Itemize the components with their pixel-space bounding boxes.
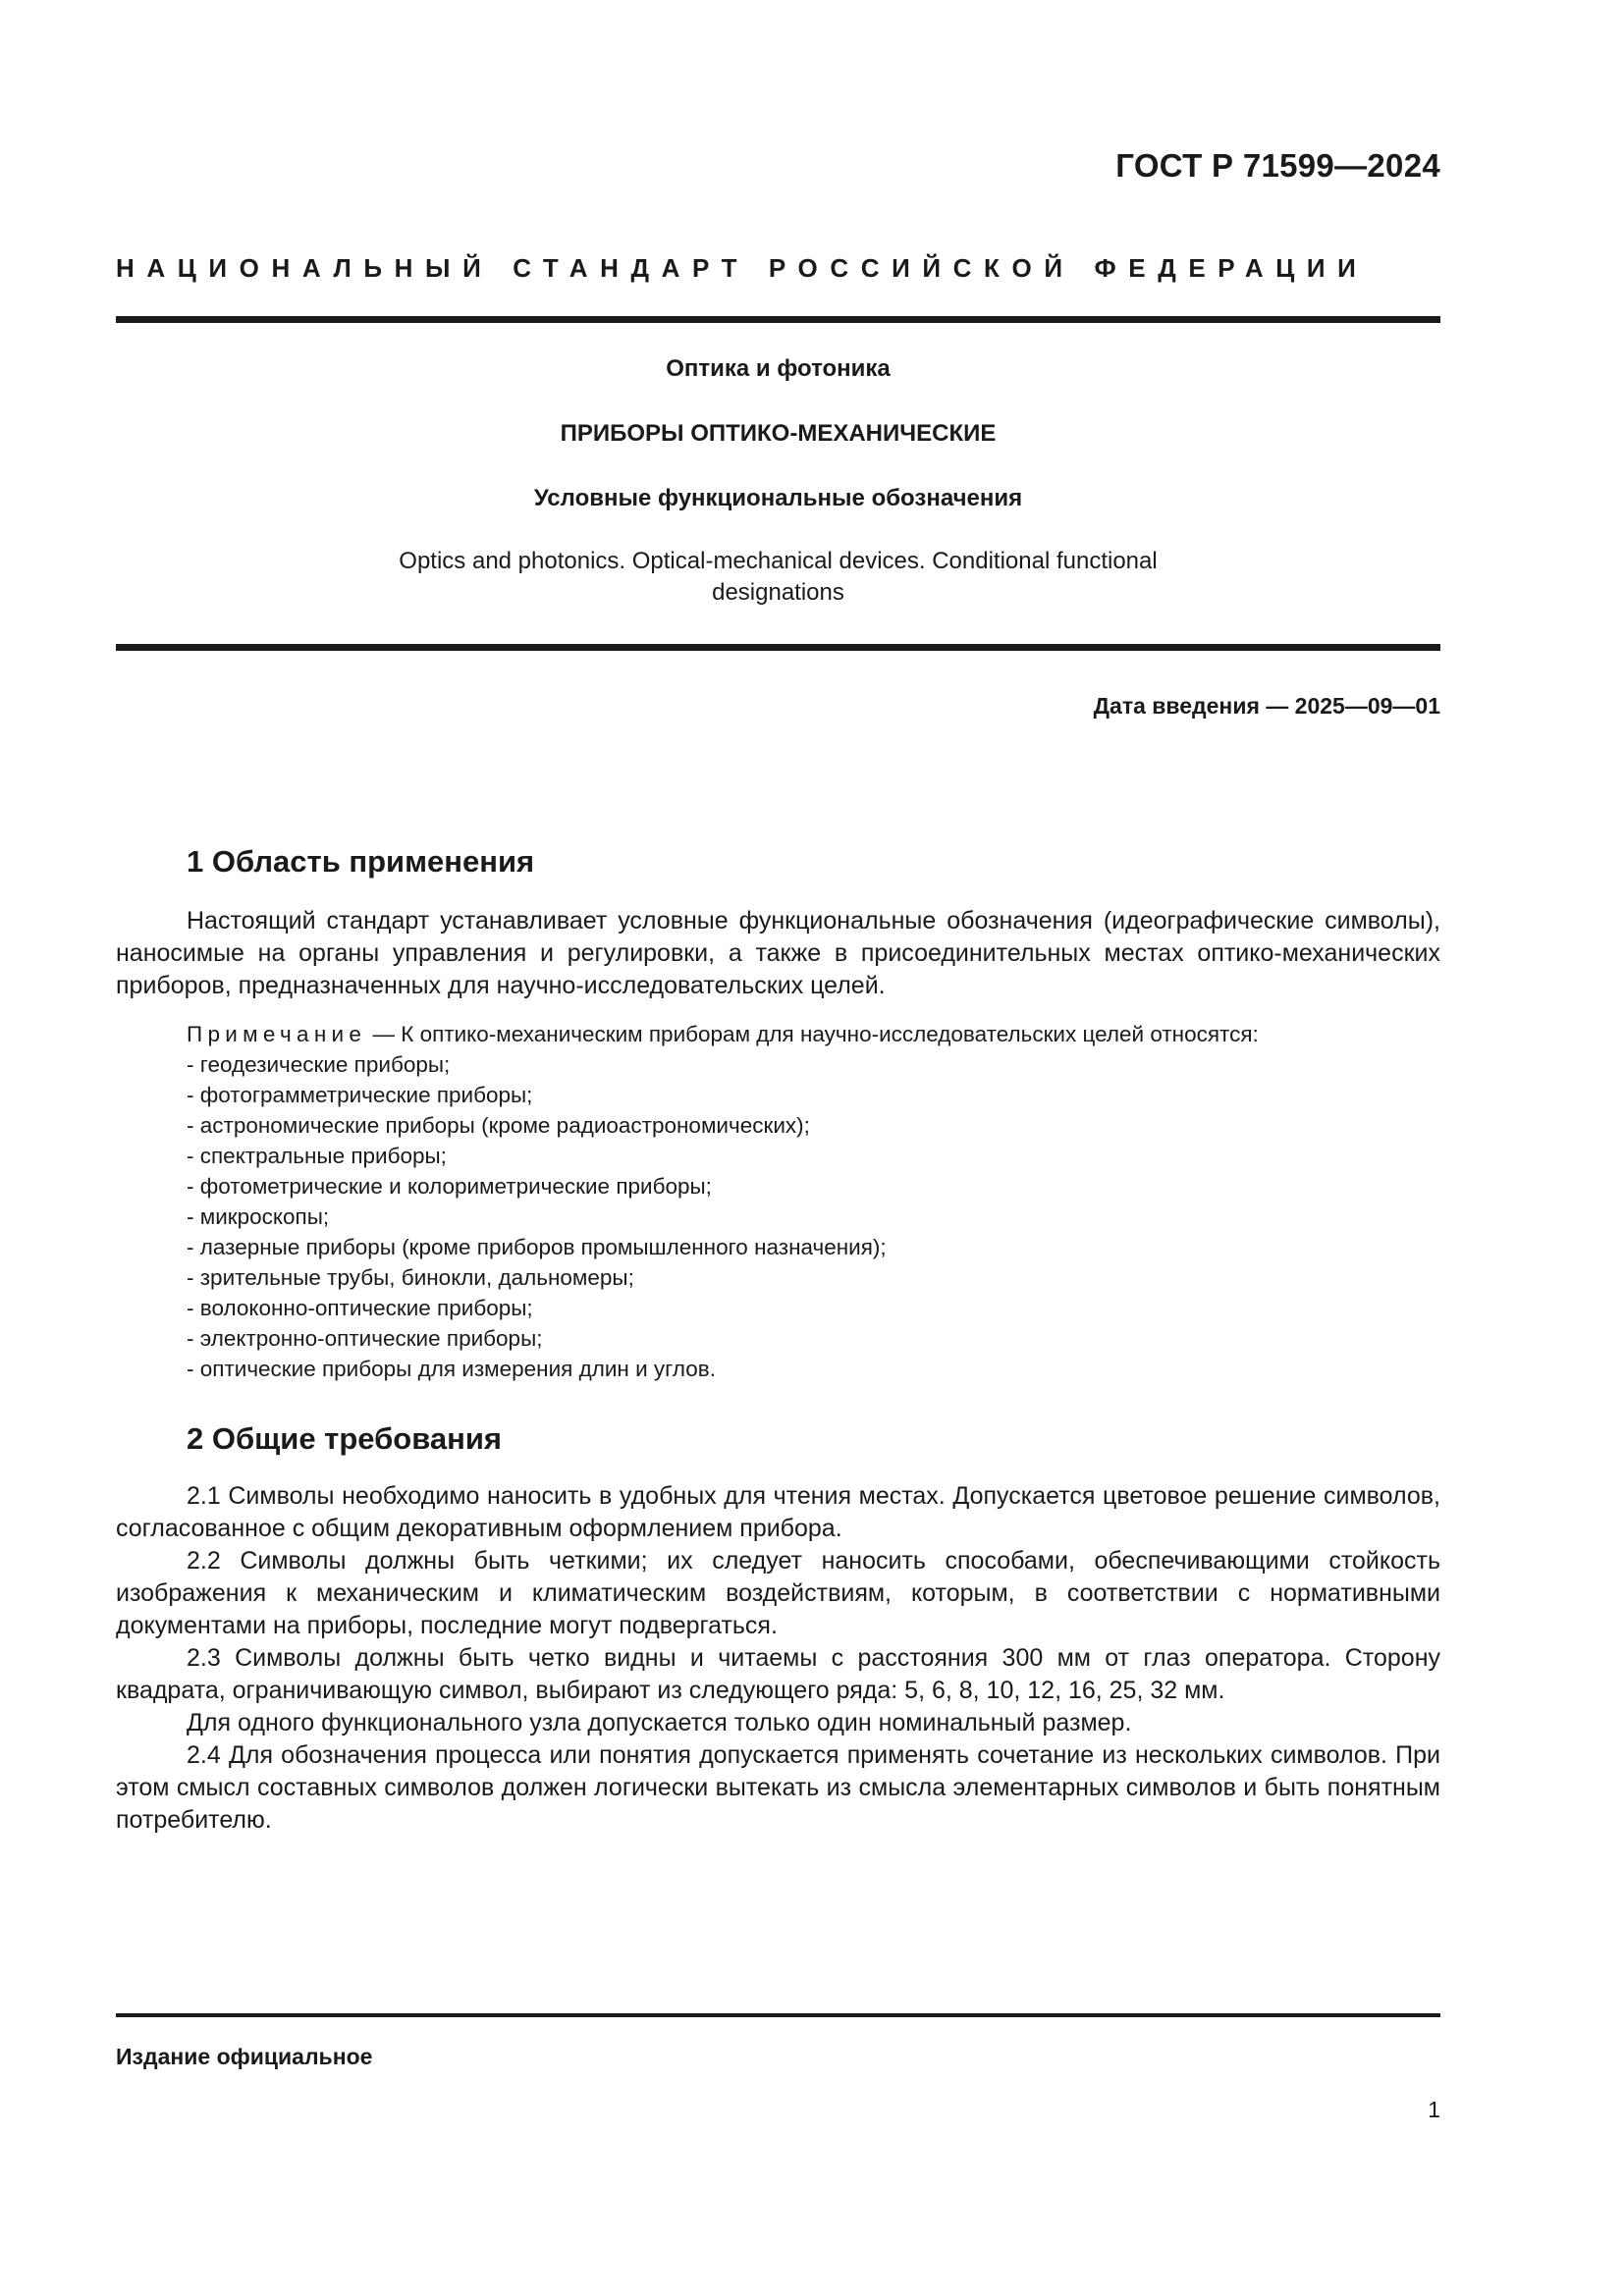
footer-rule (116, 2013, 1440, 2017)
clause-2-2: 2.2 Символы должны быть четкими; их следует наносить способами, обеспечивающими стойкость изображения к механическим и климатическим воздействиям, которым, в соответствии с нормативными документами на приборы, последние могут подвергаться. (116, 1547, 1440, 1639)
list-item: - астрономические приборы (кроме радиоастрономических); (187, 1113, 810, 1138)
list-item: - оптические приборы для измерения длин и углов. (187, 1357, 716, 1381)
document-title: ПРИБОРЫ ОПТИКО-МЕХАНИЧЕСКИЕ (560, 420, 997, 447)
top-rule (116, 316, 1440, 323)
list-item: - зрительные трубы, бинокли, дальномеры; (187, 1265, 634, 1290)
clause-2-3-continued: Для одного функционального узла допускается только один номинальный размер. (187, 1709, 1132, 1736)
scope-paragraph: Настоящий стандарт устанавливает условные функциональные обозначения (идеографические символы), наносимые на органы управления и регулировки, а также в присоединительных местах оптико-механических приборов, предназначенных для научно-исследовательских целей. (116, 907, 1440, 999)
section-1-heading: 1 Область применения (187, 844, 535, 879)
english-title (116, 546, 1440, 609)
list-item: - фотометрические и колориметрические приборы; (187, 1174, 712, 1199)
national-standard-banner: НАЦИОНАЛЬНЫЙ СТАНДАРТ РОССИЙСКОЙ ФЕДЕРАЦИИ (116, 253, 1369, 283)
list-item: - микроскопы; (187, 1204, 330, 1229)
note-label: Примечание (187, 1022, 367, 1046)
list-item: - фотограмметрические приборы; (187, 1083, 533, 1107)
page-number: 1 (1428, 2097, 1440, 2122)
document-subtitle: Условные функциональные обозначения (533, 485, 1023, 511)
list-item: - лазерные приборы (кроме приборов промышленного назначения); (187, 1235, 887, 1259)
middle-rule (116, 644, 1440, 651)
note-intro (187, 1019, 1440, 1049)
note-text: — К оптико-механическим приборам для научно-исследовательских целей относятся: (366, 1022, 1259, 1046)
list-item: - спектральные приборы; (187, 1144, 447, 1168)
introduction-date: Дата введения — 2025—09—01 (1093, 693, 1440, 719)
list-item: - электронно-оптические приборы; (187, 1326, 543, 1351)
clause-2-4: 2.4 Для обозначения процесса или понятия допускается применять сочетание из нескольких символов. При этом смысл составных символов должен логически вытекать из смысла элементарных символов и быть понятным потребителю. (116, 1741, 1440, 1834)
section-2-heading: 2 Общие требования (187, 1421, 502, 1456)
english-title-line-1: Optics and photonics. Optical-mechanical devices. Conditional functional (399, 548, 1158, 574)
english-title-line-2: designations (712, 579, 844, 606)
scope-note (187, 1019, 1440, 1384)
clause-2-1: 2.1 Символы необходимо наносить в удобных для чтения местах. Допускается цветовое решение символов, согласованное с общим декоративным оформлением прибора. (116, 1482, 1440, 1542)
topic-title: Оптика и фотоника (666, 355, 891, 382)
official-edition-label: Издание официальное (116, 2044, 373, 2069)
list-item: - волоконно-оптические приборы; (187, 1296, 533, 1320)
clause-2-3: 2.3 Символы должны быть четко видны и читаемы с расстояния 300 мм от глаз оператора. Сторону квадрата, ограничивающую символ, выбирают из следующего ряда: 5, 6, 8, 10, 12, 16, 25, 32 мм. (116, 1644, 1440, 1704)
requirements-block (116, 1480, 1440, 1837)
list-item: - геодезические приборы; (187, 1052, 451, 1077)
gost-number: ГОСТ Р 71599—2024 (1115, 147, 1440, 184)
